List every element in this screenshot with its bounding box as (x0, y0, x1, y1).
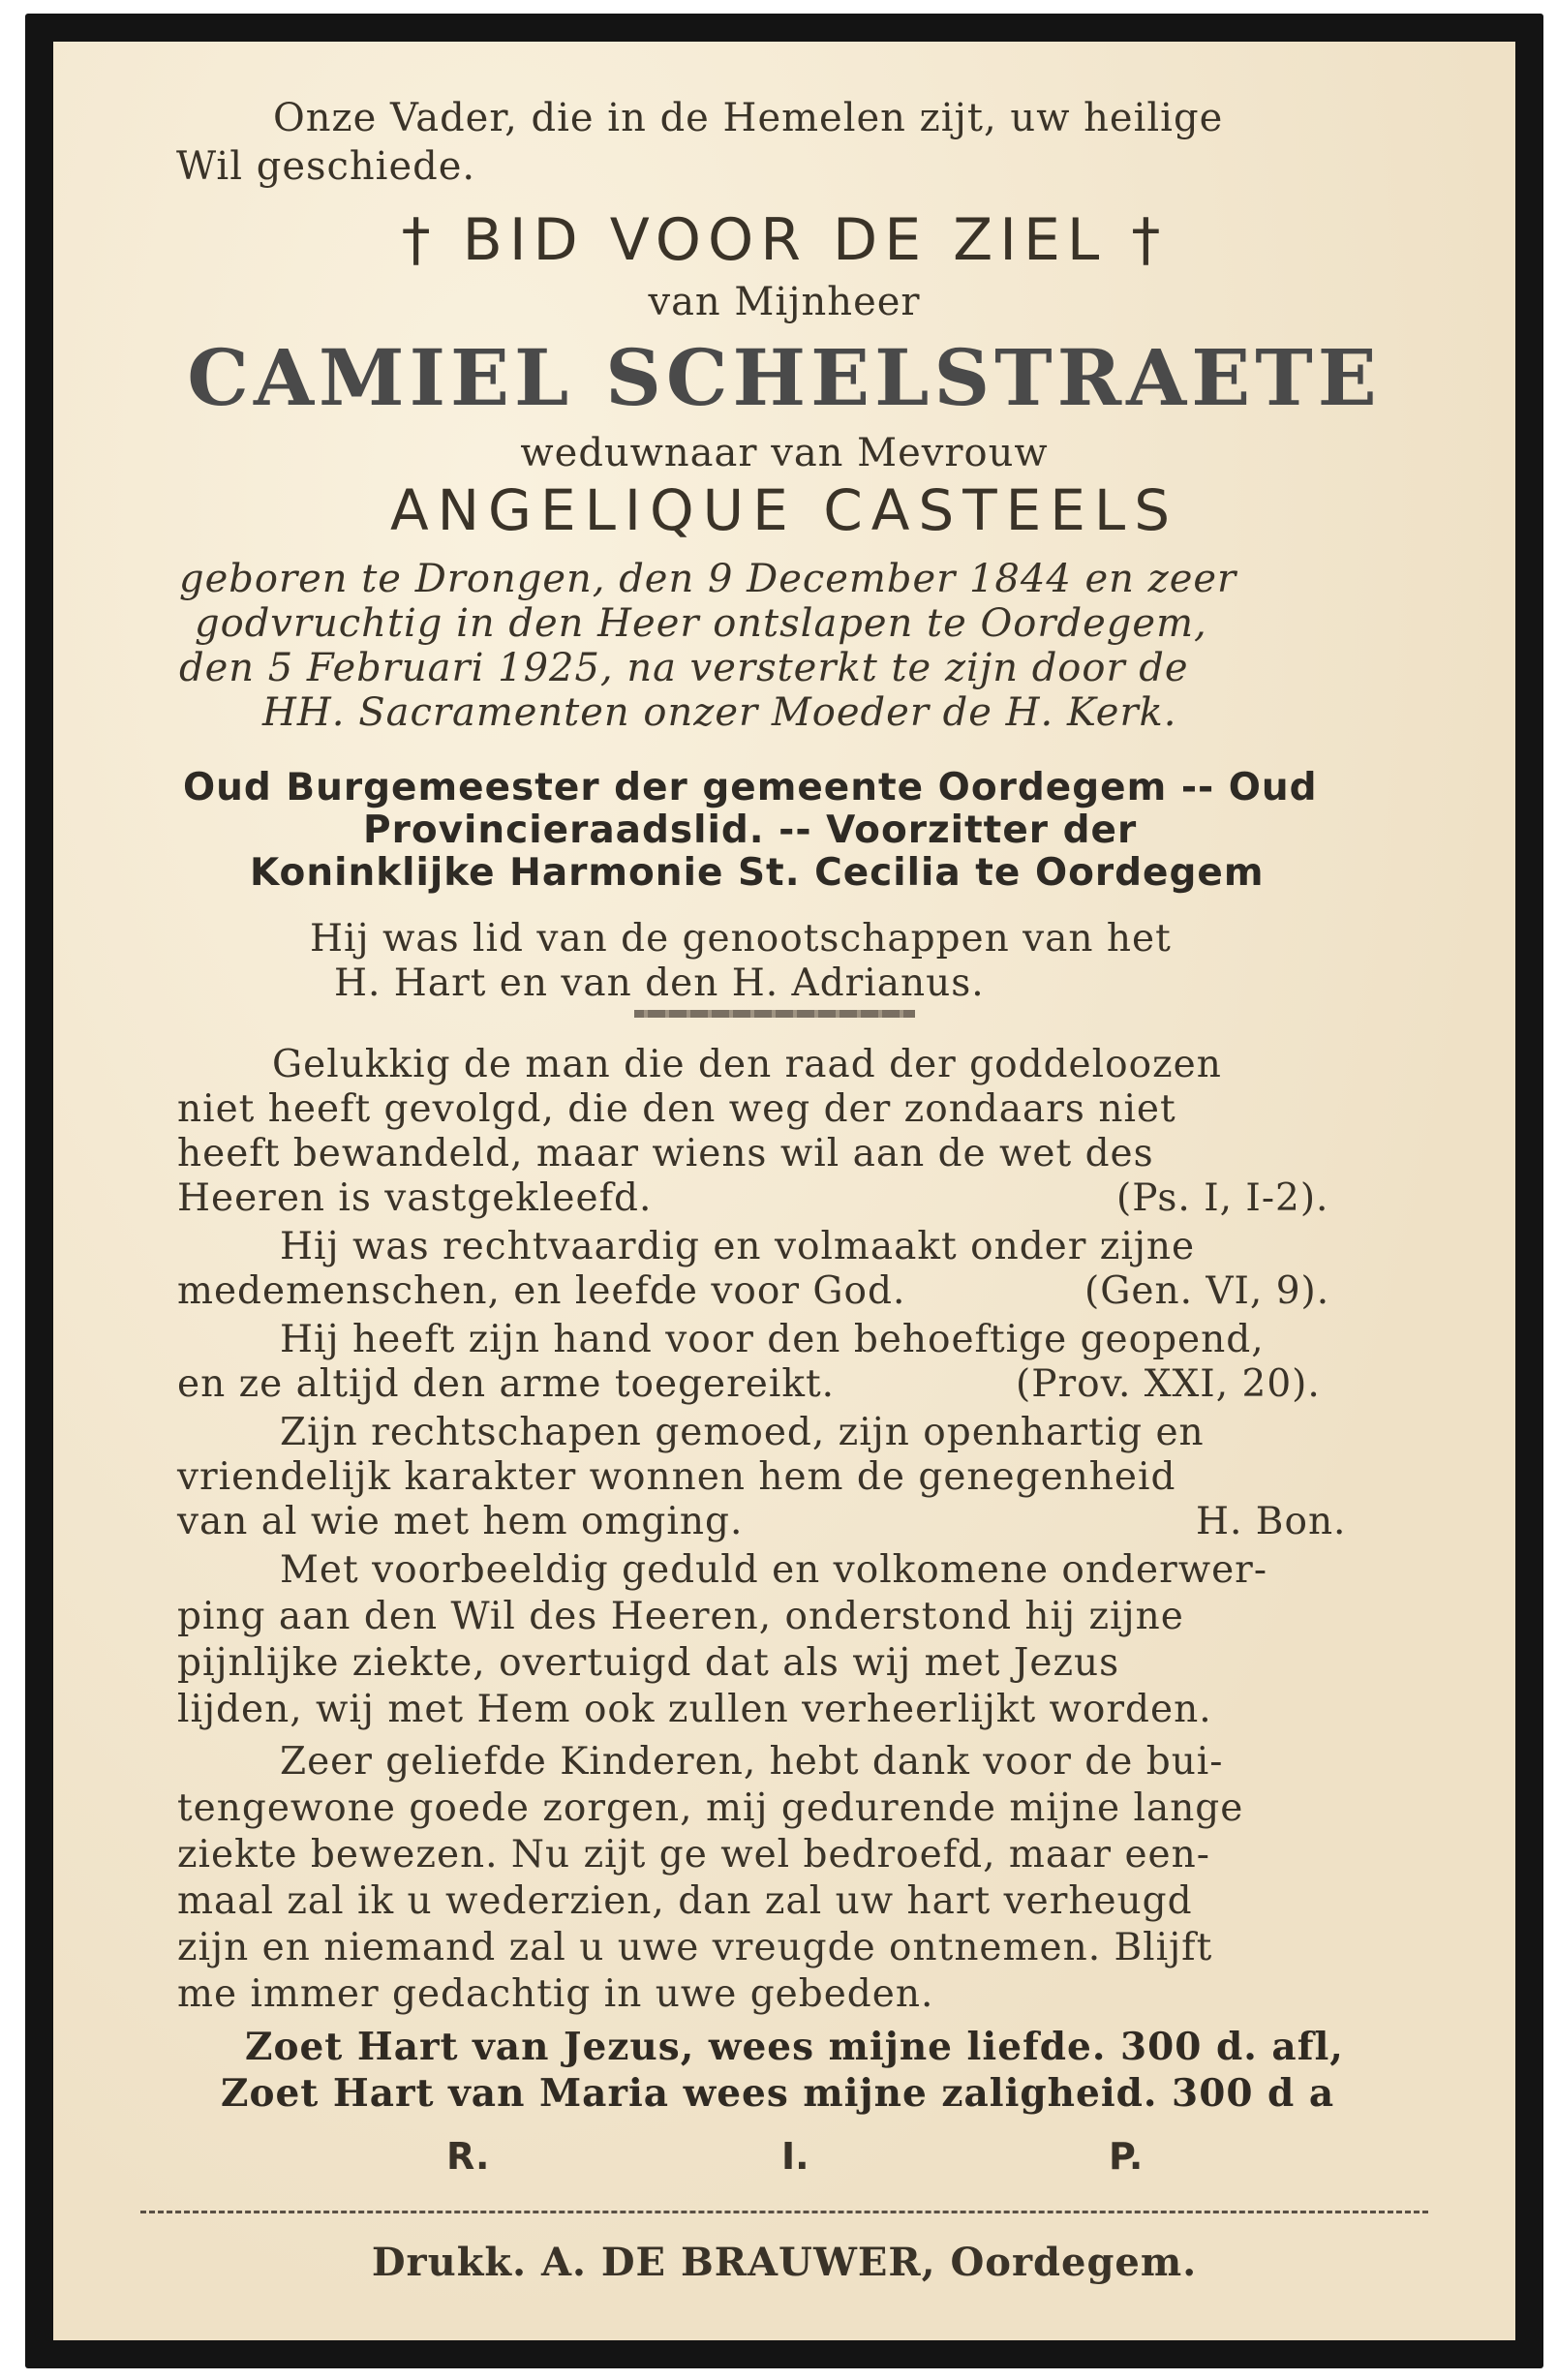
para4-line-1: Zijn rechtschapen gemoed, zijn openhartig en (280, 1411, 1205, 1454)
para6-line-2: tengewone goede zorgen, mij gedurende mijne lange (177, 1786, 1244, 1830)
ornamental-divider (634, 1010, 915, 1018)
para1-line-1: Gelukkig de man die den raad der goddeloozen (272, 1043, 1222, 1086)
para6-line-3: ziekte bewezen. Nu zijt ge wel bedroefd, maar een- (177, 1833, 1210, 1877)
para3-line-2: en ze altijd den arme toegereikt. (177, 1362, 836, 1406)
para6-line-4: maal zal ik u wederzien, dan zal uw hart verheugd (177, 1879, 1193, 1923)
para5-line-1: Met voorbeeldig geduld en volkomene onderwer- (280, 1548, 1267, 1592)
prayer-heading: † BID VOOR DE ZIEL † (401, 206, 1168, 274)
para3-citation: (Prov. XXI, 20). (1016, 1362, 1321, 1406)
life-line-3: den 5 Februari 1925, na versterkt te zijn door de (179, 646, 1189, 690)
printer-credit: Drukk. A. DE BRAUWER, Oordegem. (371, 2240, 1198, 2285)
prayer-heart-of-mary: Zoet Hart van Maria wees mijne zaligheid. 300 d a (221, 2071, 1335, 2116)
titles-line-1: Oud Burgemeester der gemeente Oordegem -- Oud (183, 766, 1318, 809)
para1-line-4: Heeren is vastgekleefd. (177, 1176, 653, 1220)
para5-line-3: pijnlijke ziekte, overtuigd dat als wij met Jezus (177, 1641, 1120, 1685)
membership-line-1: Hij was lid van de genootschappen van het (310, 917, 1172, 961)
para6-line-1: Zeer geliefde Kinderen, hebt dank voor de bui- (280, 1740, 1224, 1784)
para6-line-5: zijn en niemand zal u uwe vreugde ontnemen. Blijft (177, 1926, 1213, 1969)
para1-line-2: niet heeft gevolgd, die den weg der zondaars niet (177, 1087, 1176, 1131)
para4-citation: H. Bon. (1196, 1500, 1347, 1543)
para6-line-6: me immer gedachtig in uwe gebeden. (177, 1972, 934, 2016)
titles-line-2: Provincieraadslid. -- Voorzitter der (363, 809, 1138, 852)
para4-line-2: vriendelijk karakter wonnen hem de genegenheid (177, 1455, 1176, 1499)
para4-line-3: van al wie met hem omging. (177, 1500, 744, 1543)
para1-citation: (Ps. I, I-2). (1116, 1176, 1329, 1220)
widower-of-line: weduwnaar van Mevrouw (520, 431, 1049, 475)
para5-line-4: lijden, wij met Hem ook zullen verheerlijkt worden. (177, 1688, 1212, 1731)
para2-line-1: Hij was rechtvaardig en volmaakt onder zijne (280, 1225, 1196, 1268)
para3-line-1: Hij heeft zijn hand voor den behoeftige geopend, (280, 1318, 1265, 1361)
footer-divider (140, 2211, 1428, 2213)
para2-line-2: medemenschen, en leefde voor God. (177, 1269, 906, 1313)
deceased-name: CAMIEL SCHELSTRAETE (187, 332, 1382, 423)
para5-line-2: ping aan den Wil des Heeren, onderstond hij zijne (177, 1595, 1184, 1638)
intro-line-1: Onze Vader, die in de Hemelen zijt, uw heilige (273, 96, 1224, 140)
life-line-4: HH. Sacramenten onzer Moeder de H. Kerk. (262, 690, 1177, 735)
rip-p: P. (1109, 2135, 1144, 2178)
intro-line-2: Wil geschiede. (176, 144, 476, 189)
membership-line-2: H. Hart en van den H. Adrianus. (334, 961, 985, 1005)
life-line-1: geboren te Drongen, den 9 December 1844 en zeer (179, 557, 1237, 601)
van-mijnheer: van Mijnheer (648, 280, 921, 324)
para2-citation: (Gen. VI, 9). (1084, 1269, 1330, 1313)
titles-line-3: Koninklijke Harmonie St. Cecilia te Oordegem (250, 851, 1265, 895)
rip-r: R. (446, 2135, 490, 2178)
rip-i: I. (781, 2135, 809, 2178)
life-line-2: godvruchtig in den Heer ontslapen te Oordegem, (195, 601, 1207, 646)
prayer-sacred-heart-jesus: Zoet Hart van Jezus, wees mijne liefde. 300 d. afl, (245, 2025, 1344, 2069)
memorial-card (25, 14, 1543, 2368)
para1-line-3: heeft bewandeld, maar wiens wil aan de wet des (177, 1132, 1154, 1175)
spouse-name: ANGELIQUE CASTEELS (389, 477, 1179, 543)
card-paper (53, 42, 1515, 2340)
